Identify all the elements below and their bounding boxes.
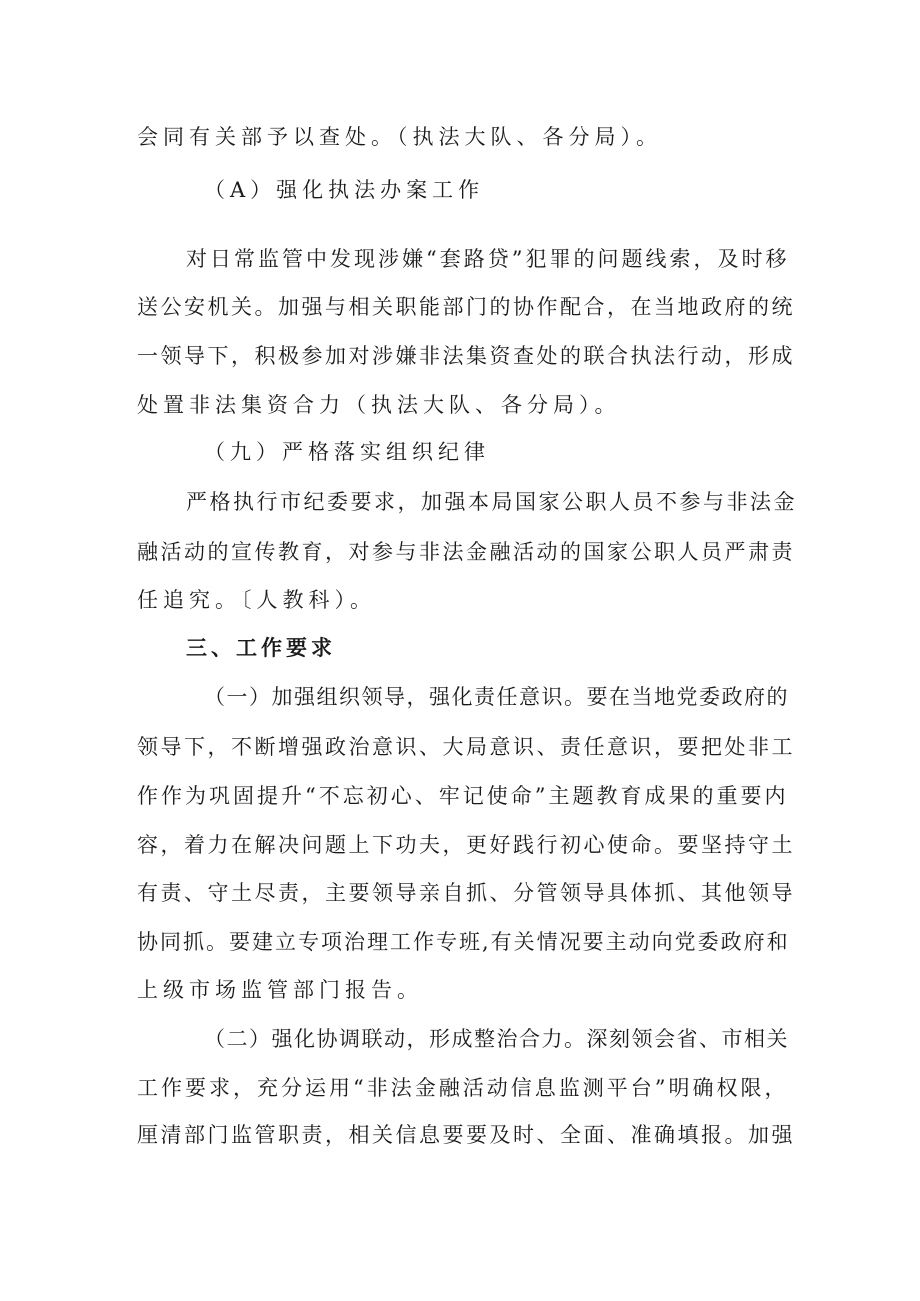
paragraph-line: 有责、守土尽责，主要领导亲自抓、分管领导具体抓、其他领导 xyxy=(137,881,795,905)
paragraph-line: （二）强化协调联动，形成整治合力。深刻领会省、市相关 xyxy=(204,1027,789,1051)
section-heading: （A）强化执法办案工作 xyxy=(204,178,485,202)
paragraph-line: 处置非法集资合力（执法大队、各分局）。 xyxy=(137,393,621,417)
paragraph-line: 工作要求，充分运用“非法金融活动信息监测平台”明确权限， xyxy=(137,1076,789,1100)
paragraph-line: 一领导下，积极参加对涉嫌非法集资查处的联合执法行动，形成 xyxy=(137,344,795,368)
paragraph-line: 协同抓。要建立专项治理工作专班,有关情况要主动向党委政府和 xyxy=(137,930,790,954)
paragraph-line: 厘清部门监管职责，相关信息要要及时、全面、准确填报。加强 xyxy=(137,1123,795,1147)
paragraph-line: 领导下，不断增强政治意识、大局意识、责任意识，要把处非工 xyxy=(137,735,795,759)
section-heading: （九）严格落实组织纪律 xyxy=(204,440,490,464)
paragraph-line: 对日常监管中发现涉嫌“套路贷”犯罪的问题线索，及时移 xyxy=(186,247,790,271)
paragraph-line: （一）加强组织领导，强化责任意识。要在当地党委政府的 xyxy=(204,685,789,709)
paragraph-line: 作作为巩固提升“不忘初心、牢记使命”主题教育成果的重要内 xyxy=(137,784,789,808)
paragraph-line: 会同有关部予以查处。（执法大队、各分局）。 xyxy=(137,125,662,149)
chapter-heading: 三、工作要求 xyxy=(186,636,336,660)
paragraph-line: 严格执行市纪委要求，加强本局国家公职人员不参与非法金 xyxy=(186,490,797,514)
paragraph-line: 送公安机关。加强与相关职能部门的协作配合，在当地政府的统 xyxy=(137,295,795,319)
paragraph-line: 融活动的宣传教育，对参与非法金融活动的国家公职人员严肃责 xyxy=(137,540,795,564)
paragraph-line: 上级市场监管部门报告。 xyxy=(137,978,423,1002)
paragraph-line: 容，着力在解决问题上下功夫，更好践行初心使命。要坚持守土 xyxy=(137,833,795,857)
paragraph-line: 任追究。〔人教科）。 xyxy=(137,588,376,612)
